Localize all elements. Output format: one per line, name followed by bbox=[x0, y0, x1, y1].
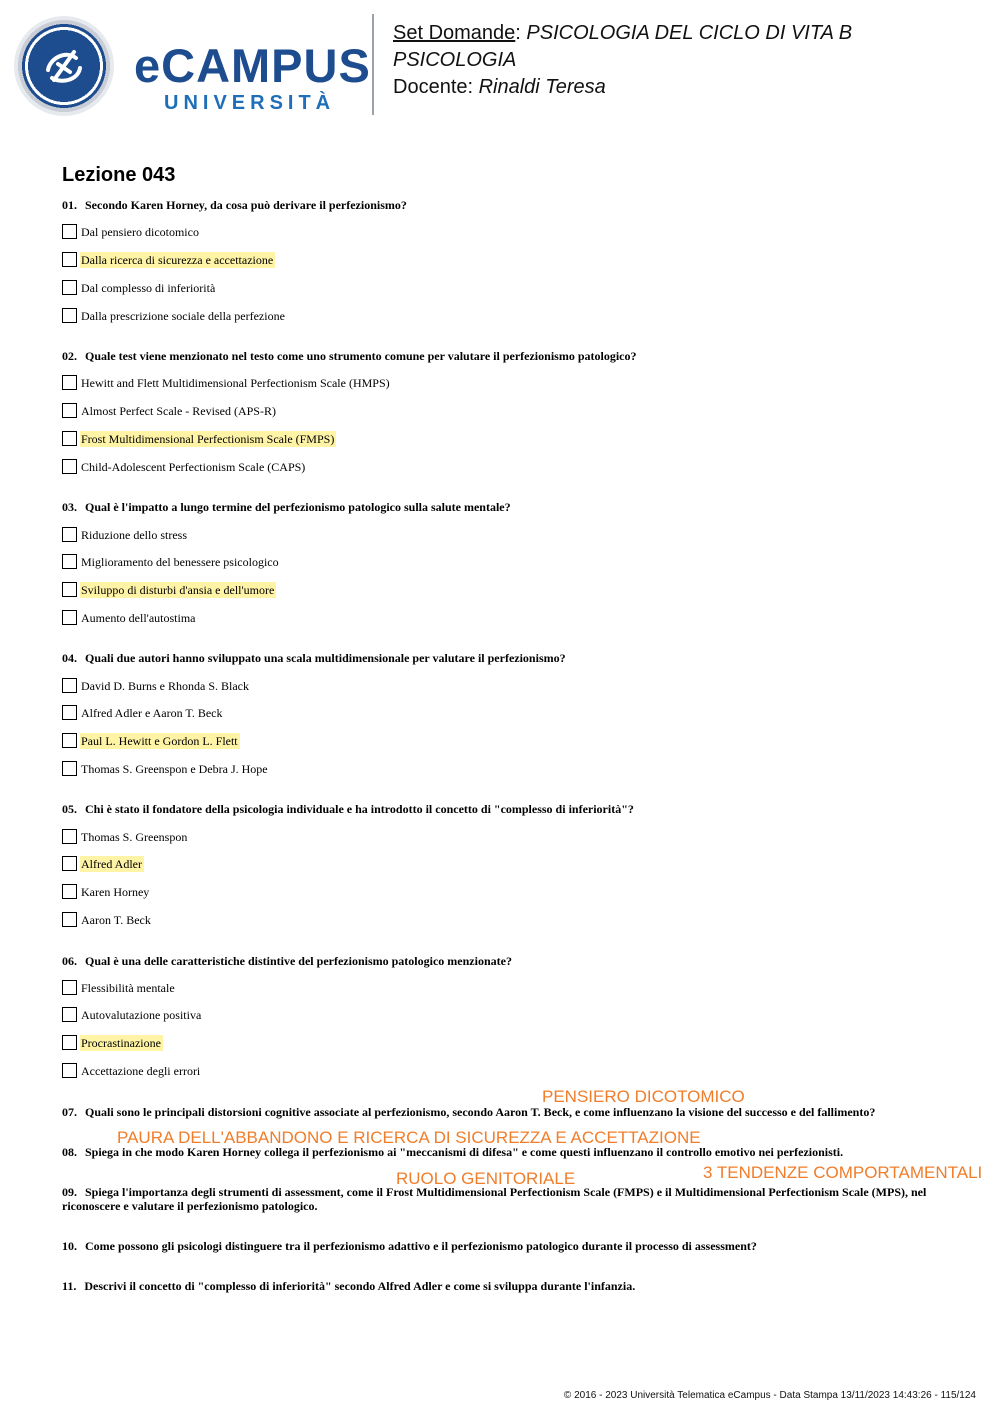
question-04 bbox=[62, 651, 566, 665]
option-06-a[interactable] bbox=[62, 980, 177, 996]
checkbox[interactable] bbox=[62, 459, 77, 474]
set-title: PSICOLOGIA DEL CICLO DI VITA B PSICOLOGIA bbox=[393, 22, 853, 71]
option-04-d[interactable] bbox=[62, 761, 270, 777]
checkbox[interactable] bbox=[62, 252, 77, 267]
option-01-b[interactable] bbox=[62, 252, 275, 268]
checkbox[interactable] bbox=[62, 527, 77, 542]
option-03-a[interactable] bbox=[62, 527, 189, 543]
option-label: Aumento dell'autostima bbox=[81, 611, 196, 625]
checkbox[interactable] bbox=[62, 733, 77, 748]
checkbox[interactable] bbox=[62, 912, 77, 927]
option-01-d[interactable] bbox=[62, 308, 287, 324]
checkbox[interactable] bbox=[62, 884, 77, 899]
option-label: Karen Horney bbox=[81, 885, 150, 899]
checkbox[interactable] bbox=[62, 582, 77, 597]
question-number: 10. bbox=[62, 1239, 77, 1253]
question-10 bbox=[62, 1239, 757, 1253]
option-label: Dalla prescrizione sociale della perfezione bbox=[81, 309, 285, 323]
checkbox[interactable] bbox=[62, 403, 77, 418]
option-01-c[interactable] bbox=[62, 280, 217, 296]
option-label: David D. Burns e Rhonda S. Black bbox=[81, 679, 249, 693]
checkbox[interactable] bbox=[62, 829, 77, 844]
option-02-b[interactable] bbox=[62, 403, 278, 419]
question-text: Come possono gli psicologi distinguere tra il perfezionismo adattivo e il perfezionismo patologico durante il processo di assessment? bbox=[85, 1239, 757, 1253]
checkbox[interactable] bbox=[62, 554, 77, 569]
option-label: Child-Adolescent Perfectionism Scale (CAPS) bbox=[81, 460, 306, 474]
checkbox[interactable] bbox=[62, 431, 77, 446]
question-number: 07. bbox=[62, 1105, 77, 1119]
question-number: 04. bbox=[62, 651, 77, 665]
question-number: 11. bbox=[62, 1279, 77, 1293]
option-label: Aaron T. Beck bbox=[81, 913, 151, 927]
set-label: Set Domande bbox=[393, 22, 516, 44]
checkbox[interactable] bbox=[62, 308, 77, 323]
question-text: Quale test viene menzionato nel testo come uno strumento comune per valutare il perfezionismo patologico? bbox=[85, 349, 637, 363]
logo-wordmark: eCAMPUS bbox=[134, 39, 371, 92]
question-number: 08. bbox=[62, 1145, 77, 1159]
logo-emblem-icon bbox=[40, 40, 88, 92]
option-label: Riduzione dello stress bbox=[81, 528, 187, 542]
option-06-c[interactable] bbox=[62, 1035, 163, 1051]
option-05-a[interactable] bbox=[62, 829, 189, 845]
checkbox[interactable] bbox=[62, 980, 77, 995]
question-text: Quali sono le principali distorsioni cognitive associate al perfezionismo, secondo Aaron T. Beck, e come influenzano la visione del successo e del fallimento? bbox=[85, 1105, 876, 1119]
question-number: 01. bbox=[62, 198, 77, 212]
option-06-b[interactable] bbox=[62, 1007, 203, 1023]
question-05 bbox=[62, 802, 634, 816]
question-01 bbox=[62, 198, 407, 212]
question-text: Descrivi il concetto di "complesso di inferiorità" secondo Alfred Adler e come si sviluppa durante l'infanzia. bbox=[84, 1279, 636, 1293]
header-info bbox=[393, 20, 973, 101]
question-02 bbox=[62, 349, 636, 363]
checkbox[interactable] bbox=[62, 1063, 77, 1078]
header-divider bbox=[372, 14, 374, 115]
option-01-a[interactable] bbox=[62, 224, 201, 240]
option-04-a[interactable] bbox=[62, 678, 251, 694]
question-text: Chi è stato il fondatore della psicologia individuale e ha introdotto il concetto di "complesso di inferiorità"? bbox=[85, 802, 634, 816]
checkbox[interactable] bbox=[62, 678, 77, 693]
option-label: Miglioramento del benessere psicologico bbox=[81, 555, 279, 569]
question-number: 09. bbox=[62, 1185, 77, 1199]
checkbox[interactable] bbox=[62, 1007, 77, 1022]
docente-label: Docente: bbox=[393, 76, 479, 98]
option-04-c[interactable] bbox=[62, 733, 240, 749]
option-02-d[interactable] bbox=[62, 459, 307, 475]
checkbox[interactable] bbox=[62, 224, 77, 239]
annotation-ruolo-genitoriale: RUOLO GENITORIALE bbox=[396, 1169, 576, 1188]
option-05-d[interactable] bbox=[62, 912, 153, 928]
question-number: 02. bbox=[62, 349, 77, 363]
question-06 bbox=[62, 954, 512, 968]
option-label: Dal complesso di inferiorità bbox=[81, 281, 216, 295]
checkbox[interactable] bbox=[62, 375, 77, 390]
option-03-c[interactable] bbox=[62, 582, 276, 598]
option-label-highlighted: Dalla ricerca di sicurezza e accettazione bbox=[81, 253, 274, 267]
option-06-d[interactable] bbox=[62, 1063, 202, 1079]
checkbox[interactable] bbox=[62, 761, 77, 776]
question-number: 06. bbox=[62, 954, 77, 968]
lesson-title: Lezione 043 bbox=[62, 164, 176, 186]
checkbox[interactable] bbox=[62, 705, 77, 720]
question-text: Quali due autori hanno sviluppato una scala multidimensionale per valutare il perfezionismo? bbox=[85, 651, 566, 665]
question-number: 05. bbox=[62, 802, 77, 816]
question-03 bbox=[62, 500, 511, 514]
annotation-paura-abbandono: PAURA DELL'ABBANDONO E RICERCA DI SICUREZZA E ACCETTAZIONE bbox=[117, 1128, 701, 1147]
docente-name: Rinaldi Teresa bbox=[478, 76, 606, 98]
ecampus-logo bbox=[14, 16, 371, 116]
logo-emblem bbox=[14, 16, 114, 116]
option-03-b[interactable] bbox=[62, 554, 281, 570]
question-09 bbox=[62, 1185, 932, 1213]
option-05-b[interactable] bbox=[62, 856, 144, 872]
option-label-highlighted: Frost Multidimensional Perfectionism Scale (FMPS) bbox=[81, 432, 335, 446]
annotation-tendenze-comportamentali: 3 TENDENZE COMPORTAMENTALI bbox=[703, 1163, 983, 1182]
option-label: Thomas S. Greenspon bbox=[81, 830, 188, 844]
checkbox[interactable] bbox=[62, 610, 77, 625]
option-04-b[interactable] bbox=[62, 705, 225, 721]
question-11 bbox=[62, 1279, 635, 1293]
option-label-highlighted: Alfred Adler bbox=[81, 857, 142, 871]
question-text: Spiega l'importanza degli strumenti di assessment, come il Frost Multidimensional Perfectionism Scale (FMPS) e il Multidimensional Perfectionism Scale (MPS), nel riconoscere e valutare il perfezionismo patologico. bbox=[62, 1185, 927, 1213]
page-footer: © 2016 - 2023 Università Telematica eCampus - Data Stampa 13/11/2023 14:43:26 - 115/124 bbox=[563, 1390, 976, 1401]
question-08 bbox=[62, 1145, 843, 1159]
option-02-a[interactable] bbox=[62, 375, 392, 391]
question-text: Qual è una delle caratteristiche distintive del perfezionismo patologico menzionate? bbox=[85, 954, 512, 968]
checkbox[interactable] bbox=[62, 1035, 77, 1050]
option-label: Hewitt and Flett Multidimensional Perfectionism Scale (HMPS) bbox=[81, 376, 390, 390]
set-separator: : bbox=[515, 22, 527, 44]
option-label-highlighted: Paul L. Hewitt e Gordon L. Flett bbox=[81, 734, 238, 748]
option-05-c[interactable] bbox=[62, 884, 151, 900]
option-02-c[interactable] bbox=[62, 431, 336, 447]
annotation-pensiero-dicotomico: PENSIERO DICOTOMICO bbox=[542, 1087, 745, 1106]
question-text: Secondo Karen Horney, da cosa può derivare il perfezionismo? bbox=[85, 198, 407, 212]
option-label-highlighted: Sviluppo di disturbi d'ansia e dell'umore bbox=[81, 583, 275, 597]
question-number: 03. bbox=[62, 500, 77, 514]
logo-subtitle: UNIVERSITÀ bbox=[164, 92, 336, 114]
option-label: Alfred Adler e Aaron T. Beck bbox=[81, 706, 223, 720]
option-03-d[interactable] bbox=[62, 610, 197, 626]
checkbox[interactable] bbox=[62, 280, 77, 295]
option-label: Flessibilità mentale bbox=[81, 981, 175, 995]
option-label-highlighted: Procrastinazione bbox=[81, 1036, 161, 1050]
question-07 bbox=[62, 1105, 875, 1119]
checkbox[interactable] bbox=[62, 856, 77, 871]
question-text: Spiega in che modo Karen Horney collega il perfezionismo ai "meccanismi di difesa" e come questi influenzano il controllo emotivo nei perfezionisti. bbox=[85, 1145, 844, 1159]
option-label: Thomas S. Greenspon e Debra J. Hope bbox=[81, 762, 268, 776]
option-label: Accettazione degli errori bbox=[81, 1064, 201, 1078]
option-label: Autovalutazione positiva bbox=[81, 1008, 202, 1022]
option-label: Dal pensiero dicotomico bbox=[81, 225, 199, 239]
option-label: Almost Perfect Scale - Revised (APS-R) bbox=[81, 404, 276, 418]
question-text: Qual è l'impatto a lungo termine del perfezionismo patologico sulla salute mentale? bbox=[85, 500, 511, 514]
